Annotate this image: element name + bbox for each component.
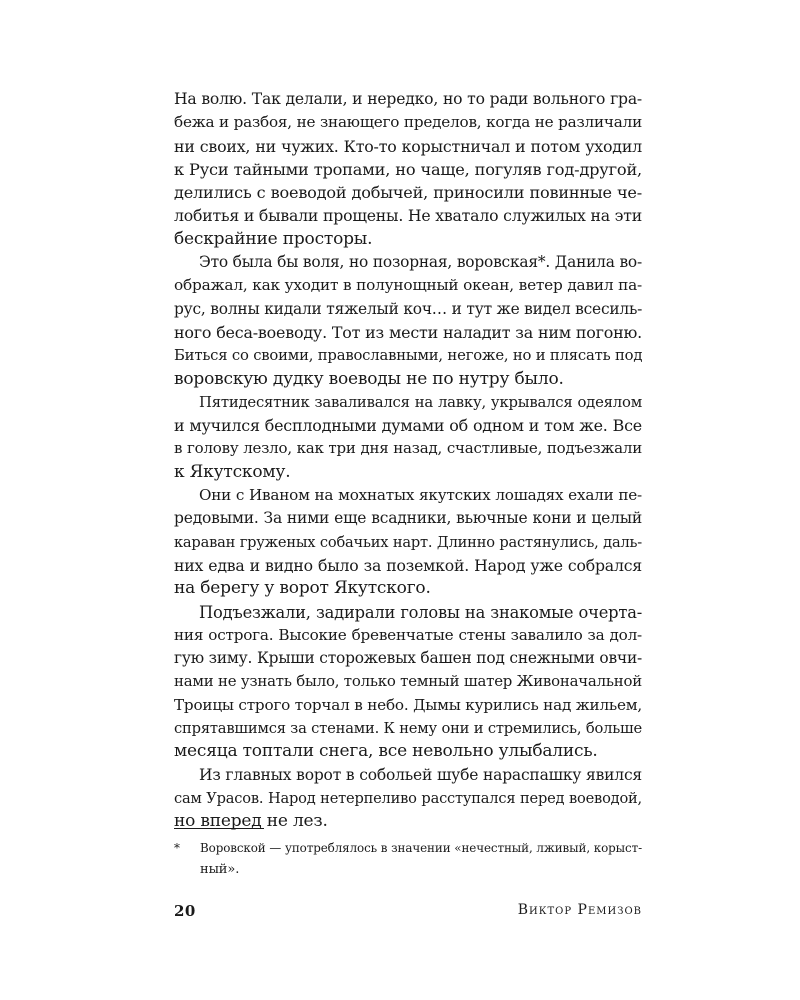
text-line: нами не узнать было, только темный шатер Живоначальной: [174, 672, 642, 691]
text-line: на берегу у ворот Якутского.: [174, 578, 431, 599]
text-line: Из главных ворот в собольей шубе нараспашку явился: [199, 765, 642, 784]
text-line: Биться со своими, православными, негоже, но и плясать под: [174, 347, 643, 365]
text-line: рус, волны кидали тяжелый коч… и тут же видел всесиль-: [174, 299, 643, 318]
text-line: ображал, как уходит в полунощный океан, ветер давил па-: [174, 276, 642, 295]
footnote-line-1: [174, 838, 642, 859]
text-line: и мучился бесплодными думами об одном и том же. Все: [174, 416, 642, 436]
text-line: лобитья и бывали прощены. Не хватало служилых на эти: [174, 206, 642, 226]
text-line: к Руси тайными тропами, но чаще, погуляв год-другой,: [174, 159, 642, 179]
footnote: [174, 838, 642, 880]
text-line: караван груженых собачьих нарт. Длинно растянулись, даль-: [174, 533, 642, 551]
text-line: Пятидесятник заваливался на лавку, укрывался одеялом: [199, 393, 642, 411]
footnote-text: Воровской — употреблялось в значении «нечестный, лживый, корыст-: [200, 841, 642, 855]
text-line: Это была бы воля, но позорная, воровская*. Данила во-: [199, 253, 642, 272]
page-number: 20: [174, 902, 196, 920]
text-line: ния острога. Высокие бревенчатые стены завалило за дол-: [174, 625, 642, 644]
text-line: спрятавшимся за стенами. К нему они и стремились, больше: [174, 720, 642, 738]
text-line: Подъезжали, задирали головы на знакомые очерта-: [199, 602, 642, 622]
text-line: них едва и видно было за поземкой. Народ уже собрался: [174, 555, 642, 575]
page-footer: [174, 902, 642, 926]
text-line: ного беса-воеводу. Тот из мести наладит за ним погоню.: [174, 322, 642, 342]
text-line: бескрайние просторы.: [174, 228, 373, 249]
footnote-marker: *: [174, 841, 180, 855]
text-line: воровскую дудку воеводы не по нутру было.: [174, 368, 564, 389]
text-line: редовыми. За ними еще всадники, вьючные кони и целый: [174, 509, 642, 528]
text-line: но вперед не лез.: [174, 811, 328, 832]
text-line: месяца топтали снега, все невольно улыбались.: [174, 741, 598, 762]
text-line: ни своих, ни чужих. Кто-то корыстничал и потом уходил: [174, 136, 642, 156]
text-line: гую зиму. Крыши сторожевых башен под снежными овчи-: [174, 649, 642, 668]
body-text: [174, 88, 642, 834]
text-line: Троицы строго торчал в небо. Дымы курились над жильем,: [174, 695, 642, 714]
text-line: делились с воеводой добычей, приносили повинные че-: [174, 183, 642, 203]
footnote-line-2: ный».: [200, 862, 240, 877]
text-line: бежа и разбоя, не знающего пределов, когда не различали: [174, 113, 642, 132]
running-head-author: Виктор Ремизов: [517, 902, 642, 918]
text-line: На волю. Так делали, и нередко, но то ради вольного гра-: [174, 90, 642, 108]
text-line: Они с Иваном на мохнатых якутских лошадях ехали пе-: [199, 486, 642, 505]
text-line: в голову лезло, как три дня назад, счастливые, подъезжали: [174, 439, 642, 458]
footnote-separator: [174, 828, 264, 829]
text-line: сам Урасов. Народ нетерпеливо расступался перед воеводой,: [174, 789, 642, 807]
text-line: к Якутскому.: [174, 461, 291, 482]
